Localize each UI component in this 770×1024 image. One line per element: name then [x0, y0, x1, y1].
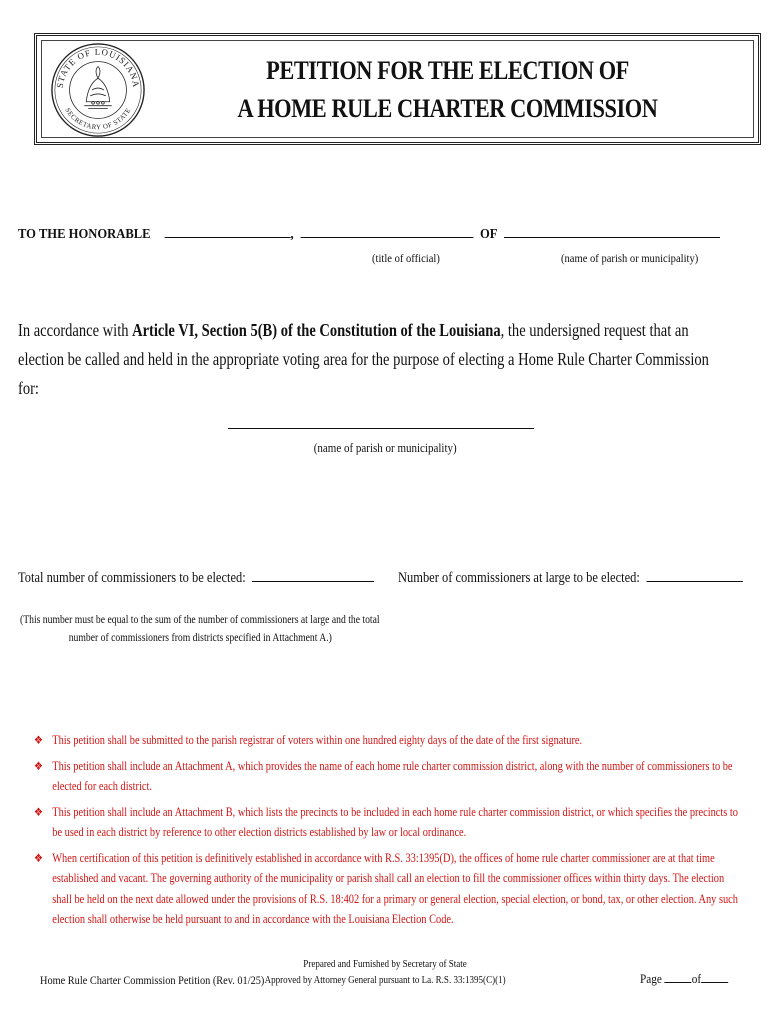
of-label: OF: [479, 227, 498, 242]
at-large-commissioners-label: Number of commissioners at large to be elected:: [398, 570, 640, 586]
total-commissioners-field[interactable]: [252, 568, 374, 582]
at-large-commissioners-row: [398, 568, 743, 587]
instruction-text: This petition shall include an Attachment B, which lists the precincts to be included in each home rule charter commission district, or which specifies the precincts to be used in each district by reference to other election districts established by law or local ordinance.: [52, 804, 738, 839]
instruction-item: [34, 756, 740, 797]
title-line-1: PETITION FOR THE ELECTION OF: [266, 56, 629, 85]
header-box: [34, 33, 761, 145]
paragraph-citation: Article VI, Section 5(B) of the Constitution of the Louisiana: [132, 320, 501, 340]
note-line-2: number of commissioners from districts specified in Attachment A.): [68, 632, 332, 644]
pelican-icon: [84, 66, 111, 108]
addressee-line: [18, 224, 720, 243]
at-large-commissioners-field[interactable]: [646, 568, 742, 582]
commissioner-note: [20, 611, 380, 647]
comma: ,: [290, 227, 294, 242]
instruction-item: [34, 802, 740, 843]
instruction-text: This petition shall be submitted to the parish registrar of voters within one hundred eighty days of the date of the first signature.: [52, 733, 583, 747]
seal-text-top: STATE OF LOUISIANA: [54, 46, 142, 89]
title-line-2: A HOME RULE CHARTER COMMISSION: [237, 94, 658, 123]
page-total-field[interactable]: [701, 971, 728, 983]
official-name-field[interactable]: [165, 224, 291, 238]
parish-municipality-field[interactable]: [228, 428, 534, 429]
page-number: [640, 971, 728, 987]
official-title-field[interactable]: [300, 224, 473, 238]
instruction-text: When certification of this petition is definitively established in accordance with R.S. 33:1395(D), the offices of home rule charter commissioner are at that time established and vacant. The governing authority of the municipality or parish shall call an election to fill the commissioner offices within thirty days. The election shall be held on the next date allowed under the provisions of R.S. 18:402 for a primary or general election, special election, or bond, tax, or other election. Any such election shall otherwise be held pursuant to and in accordance with the Louisiana Election Code.: [52, 850, 738, 926]
parish-name-hint: (name of parish or municipality): [561, 251, 699, 265]
instruction-item: [34, 730, 740, 751]
seal-text-bottom: SECRETARY OF STATE: [63, 107, 133, 132]
document-title: [206, 52, 688, 128]
svg-text:STATE OF LOUISIANA: [55, 47, 142, 89]
diamond-bullet-icon: ❖: [34, 804, 43, 819]
paragraph-rest: , the undersigned request that an election be called and held in the appropriate voting area for the purpose of electing a Home Rule Charter Commission for:: [18, 320, 709, 398]
page-of-label: of: [691, 972, 702, 986]
parish-name-field[interactable]: [504, 224, 720, 238]
total-commissioners-row: [18, 568, 374, 587]
to-honorable-label: TO THE HONORABLE: [18, 227, 151, 242]
total-commissioners-label: Total number of commissioners to be elected:: [18, 570, 246, 586]
instructions-list: [34, 730, 740, 935]
diamond-bullet-icon: ❖: [34, 758, 43, 773]
diamond-bullet-icon: ❖: [34, 733, 43, 747]
instruction-text: This petition shall include an Attachment A, which provides the name of each home rule charter commission district, along with the number of commissioners to be elected for each district.: [52, 758, 733, 793]
state-seal: [49, 41, 147, 139]
form-revision: Home Rule Charter Commission Petition (Rev. 01/25): [40, 973, 265, 987]
approved-by-text: Approved by Attorney General pursuant to La. R.S. 33:1395(C)(1): [264, 975, 506, 986]
page-label: Page: [640, 972, 662, 986]
title-of-official-hint: (title of official): [372, 251, 440, 265]
page-number-field[interactable]: [665, 971, 692, 983]
note-line-1: (This number must be equal to the sum of the number of commissioners at large and the total: [20, 614, 380, 626]
petition-paragraph: [18, 316, 715, 403]
prepared-by-text: Prepared and Furnished by Secretary of State: [303, 959, 467, 970]
instruction-item: [34, 848, 740, 930]
diamond-bullet-icon: ❖: [34, 850, 43, 865]
svg-text:SECRETARY OF STATE: [63, 107, 132, 131]
center-blank-hint: [0, 441, 770, 456]
center-blank-hint-text: (name of parish or municipality): [313, 441, 457, 455]
paragraph-lead: In accordance with: [18, 320, 133, 340]
